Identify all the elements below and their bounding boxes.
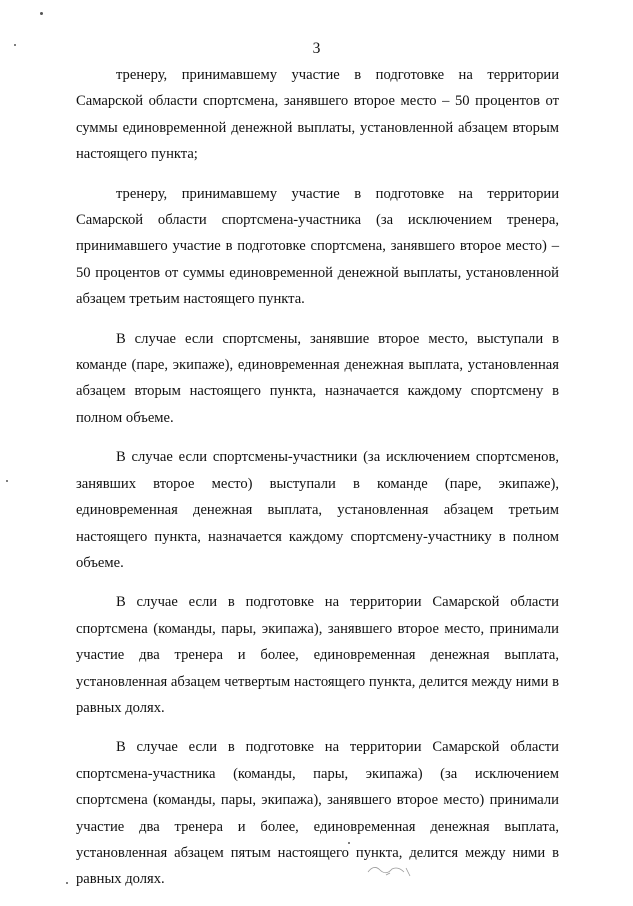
faint-stamp-mark (364, 860, 414, 880)
scan-speck (40, 12, 43, 15)
paragraph-2: тренеру, принимавшему участие в подготовке на территории Самарской области спортсмена-участника (за исключением тренера, принимавшего участие в подготовке спортсмена, занявшего второе место) – 50 процентов от суммы единовременной денежной выплаты, установленной абзацем третьим настоящего пункта. (76, 185, 559, 308)
page-number: 3 (312, 40, 321, 57)
paragraph-4: В случае если спортсмены-участники (за исключением спортсменов, занявших второе место) выступали в команде (паре, экипаже), единовременная денежная выплата, установленная абзацем третьим настоящего пункта, назначается каждому спортсмену-участнику в полном объеме. (76, 449, 559, 571)
scan-speck (348, 842, 350, 844)
document-body (76, 62, 559, 906)
scan-speck (66, 882, 68, 884)
paragraph-6: В случае если в подготовке на территории Самарской области спортсмена-участника (команды, пары, экипажа) (за исключением спортсмена (команды, пары, экипажа), занявшего второе место) принимали участие два тренера и более, единовременная денежная выплата, установленная абзацем пятым настоящего пункта, делится между ними в равных долях. (76, 739, 559, 888)
paragraph-1: тренеру, принимавшему участие в подготовке на территории Самарской области спортсмена, занявшего второе место – 50 процентов от суммы единовременной денежной выплаты, установленной абзацем вторым настоящего пункта; (76, 67, 559, 163)
paragraph-5: В случае если в подготовке на территории Самарской области спортсмена (команды, пары, экипажа), занявшего второе место, принимали участие два тренера и более, единовременная денежная выплата, установленная абзацем четвертым настоящего пункта, делится между ними в равных долях. (76, 594, 559, 716)
scan-speck (6, 480, 8, 482)
paragraph-3: В случае если спортсмены, занявшие второе место, выступали в команде (паре, экипаже), единовременная денежная выплата, установленная абзацем вторым настоящего пункта, назначается каждому спортсмену в полном объеме. (76, 330, 559, 426)
scan-speck (14, 44, 16, 46)
